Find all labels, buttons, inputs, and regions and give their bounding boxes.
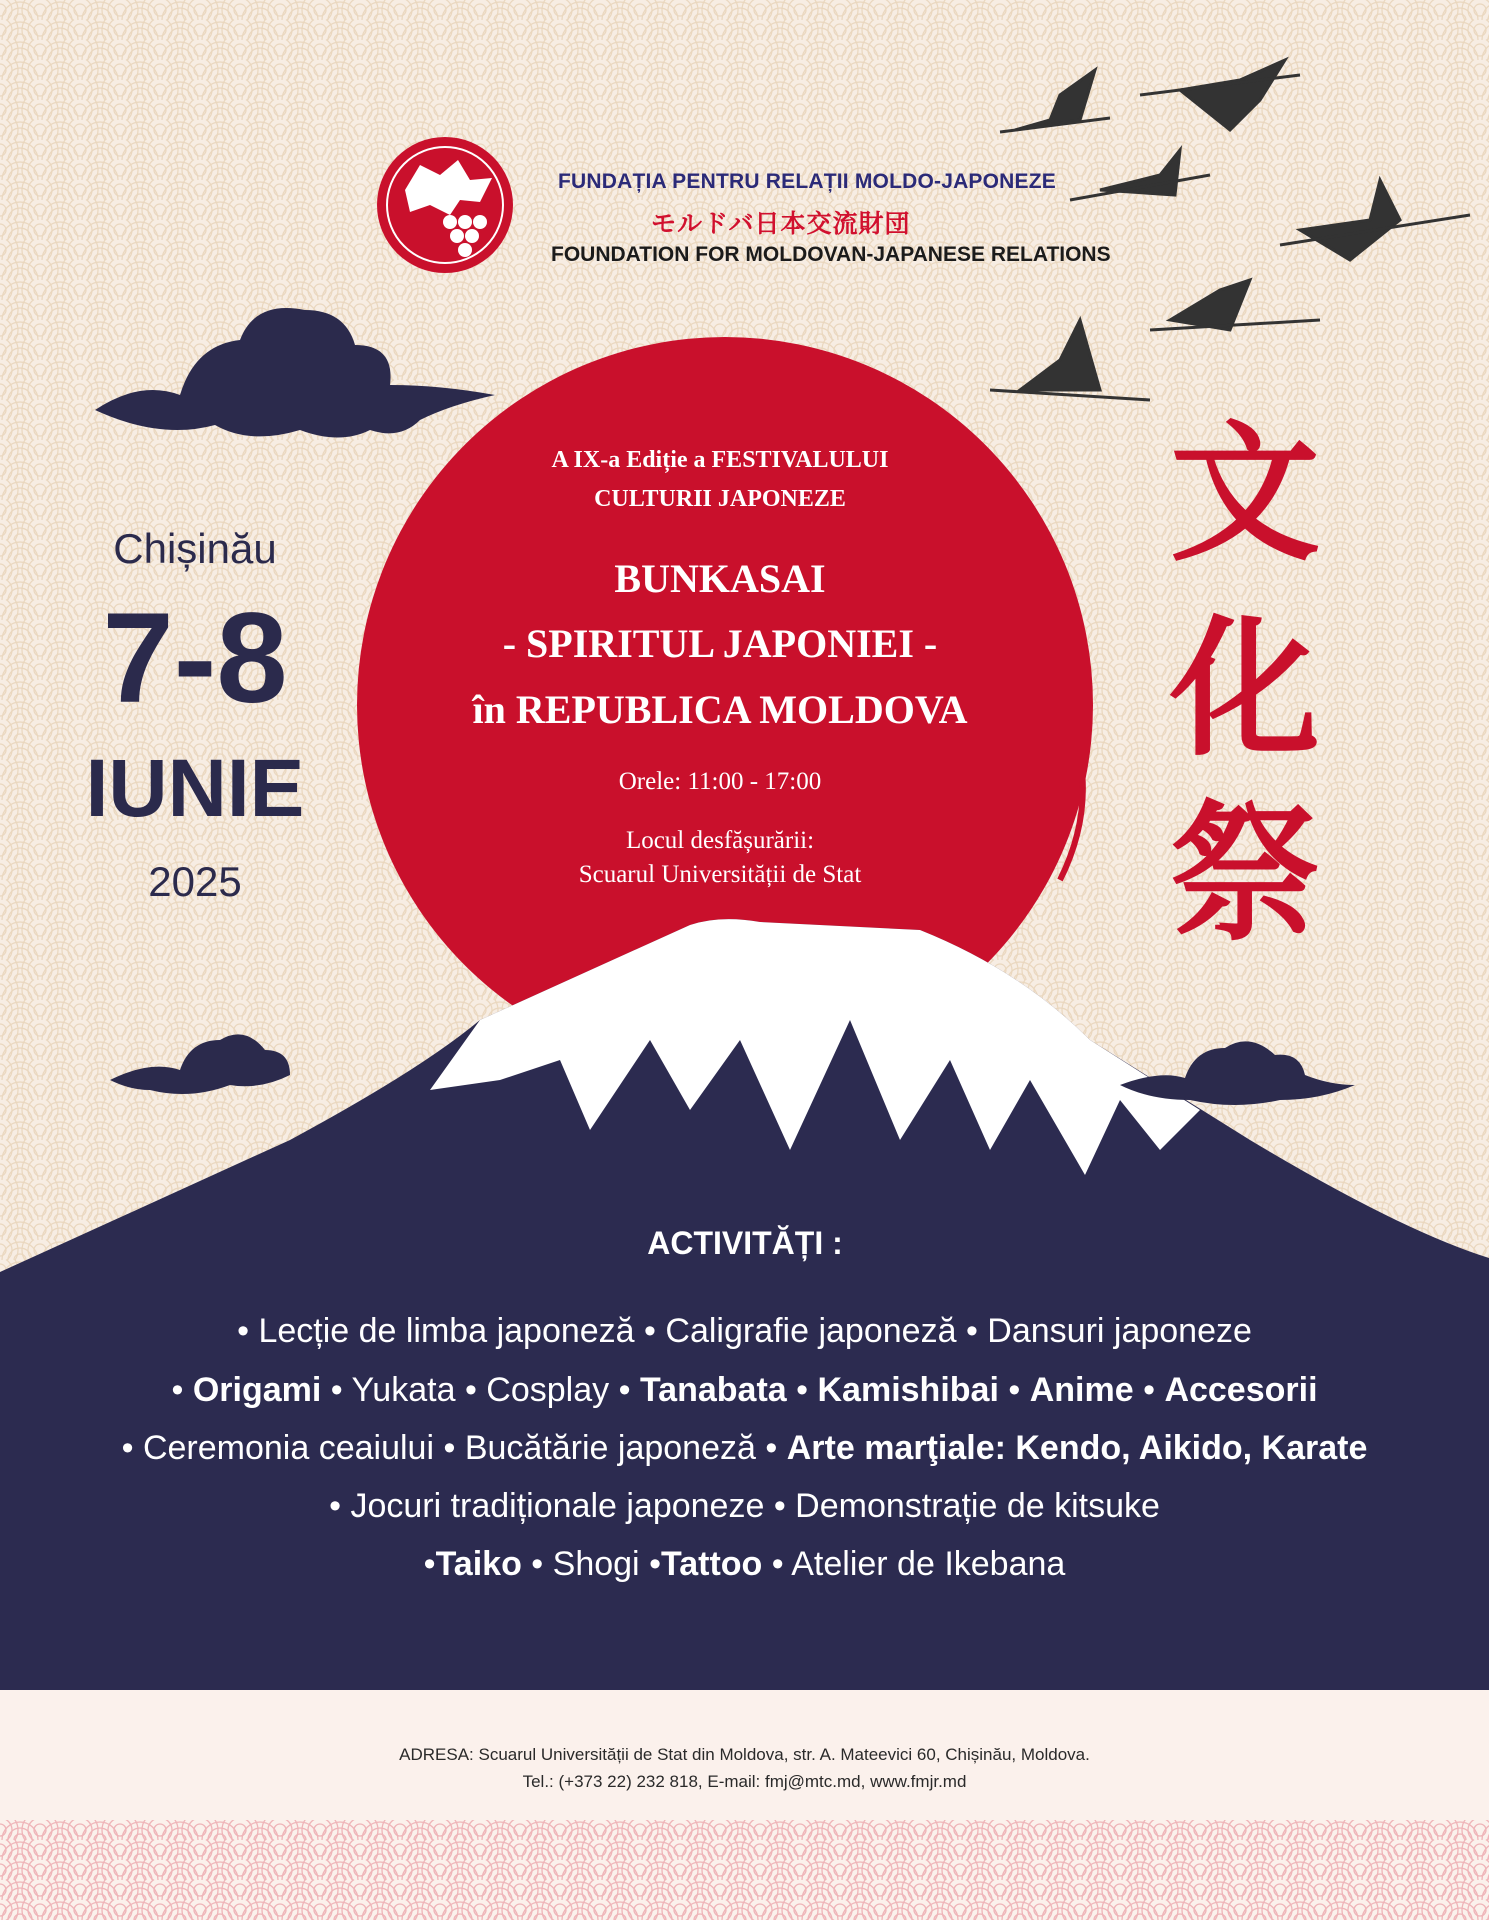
location-label: Locul desfășurării:: [625, 827, 815, 854]
activity-item: • Bucătărie japoneză: [443, 1429, 756, 1467]
activity-item: • Lecție de limba japoneză: [237, 1312, 635, 1350]
activity-item: • Demonstrație de kitsuke: [773, 1487, 1160, 1525]
location-value: Scuarul Universității de Stat: [578, 861, 862, 888]
activities-line-1: [40, 1312, 1449, 1351]
bullet: •: [649, 1545, 661, 1583]
activity-item: Taiko: [435, 1545, 522, 1583]
activity-item: • Dansuri japoneze: [965, 1312, 1252, 1350]
festival-title-1: BUNKASAI: [614, 556, 826, 601]
activities-line-4: [40, 1487, 1449, 1526]
activities-line-3: [40, 1429, 1449, 1468]
footer-address: ADRESA: Scuarul Universității de Stat din Moldova, str. A. Mateevici 60, Chișinău, Moldova.: [399, 1745, 1090, 1764]
bullet: •: [423, 1545, 436, 1583]
kanji-bun: 文: [1169, 408, 1320, 582]
activity-item: • Cosplay: [464, 1371, 610, 1409]
edition-line-2: CULTURII JAPONEZE: [594, 486, 846, 512]
kanji-sai: 祭: [1169, 788, 1320, 962]
organization-name-en: FOUNDATION FOR MOLDOVAN-JAPANESE RELATIONS: [551, 243, 1111, 266]
bullet: •: [171, 1371, 193, 1409]
event-month: IUNIE: [85, 743, 305, 834]
activities-line-5: [40, 1545, 1449, 1584]
activity-item: Origami: [192, 1371, 322, 1409]
activity-item: • Caligrafie japoneză: [644, 1312, 957, 1350]
activity-item: • Jocuri tradiționale japoneze: [329, 1487, 765, 1525]
festival-title-3: în REPUBLICA MOLDOVA: [472, 687, 968, 732]
bullet: •: [1143, 1371, 1165, 1409]
activities-line-2: [40, 1371, 1449, 1410]
event-hours: Orele: 11:00 - 17:00: [618, 768, 822, 795]
event-city: Chișinău: [113, 525, 277, 572]
kanji-ka: 化: [1169, 603, 1320, 777]
activity-item: Tanabata: [639, 1371, 787, 1409]
activity-item: Arte marţiale: Kendo, Aikido, Karate: [786, 1429, 1368, 1467]
event-year: 2025: [148, 858, 242, 905]
activity-item: • Atelier de Ikebana: [771, 1545, 1066, 1583]
edition-line-1: A IX-a Ediție a FESTIVALULUI: [551, 447, 889, 473]
activity-item: Anime: [1029, 1371, 1134, 1409]
grape-leaf-logo-icon: [377, 137, 513, 273]
activity-item: • Shogi: [531, 1545, 640, 1583]
organization-name-jp: モルドバ日本交流財団: [651, 210, 911, 238]
activities-title: ACTIVITĂȚI :: [647, 1225, 843, 1261]
footer-wave-pattern: [0, 1820, 1489, 1920]
activity-item: Accesorii: [1164, 1371, 1318, 1409]
activity-item: • Ceremonia ceaiului: [121, 1429, 435, 1467]
bullet: •: [765, 1429, 787, 1467]
festival-title-2: - SPIRITUL JAPONIEI -: [502, 621, 938, 666]
activity-item: Tattoo: [660, 1545, 763, 1583]
footer-contacts: Tel.: (+373 22) 232 818, E-mail: fmj@mtc.md, www.fmjr.md: [522, 1772, 967, 1791]
activity-item: • Yukata: [330, 1371, 456, 1409]
bullet: •: [618, 1371, 640, 1409]
organization-name-ro: FUNDAȚIA PENTRU RELAȚII MOLDO-JAPONEZE: [558, 170, 1056, 193]
activity-item: Kamishibai: [817, 1371, 999, 1409]
event-days: 7-8: [102, 587, 288, 730]
bullet: •: [796, 1371, 818, 1409]
bullet: •: [1008, 1371, 1030, 1409]
